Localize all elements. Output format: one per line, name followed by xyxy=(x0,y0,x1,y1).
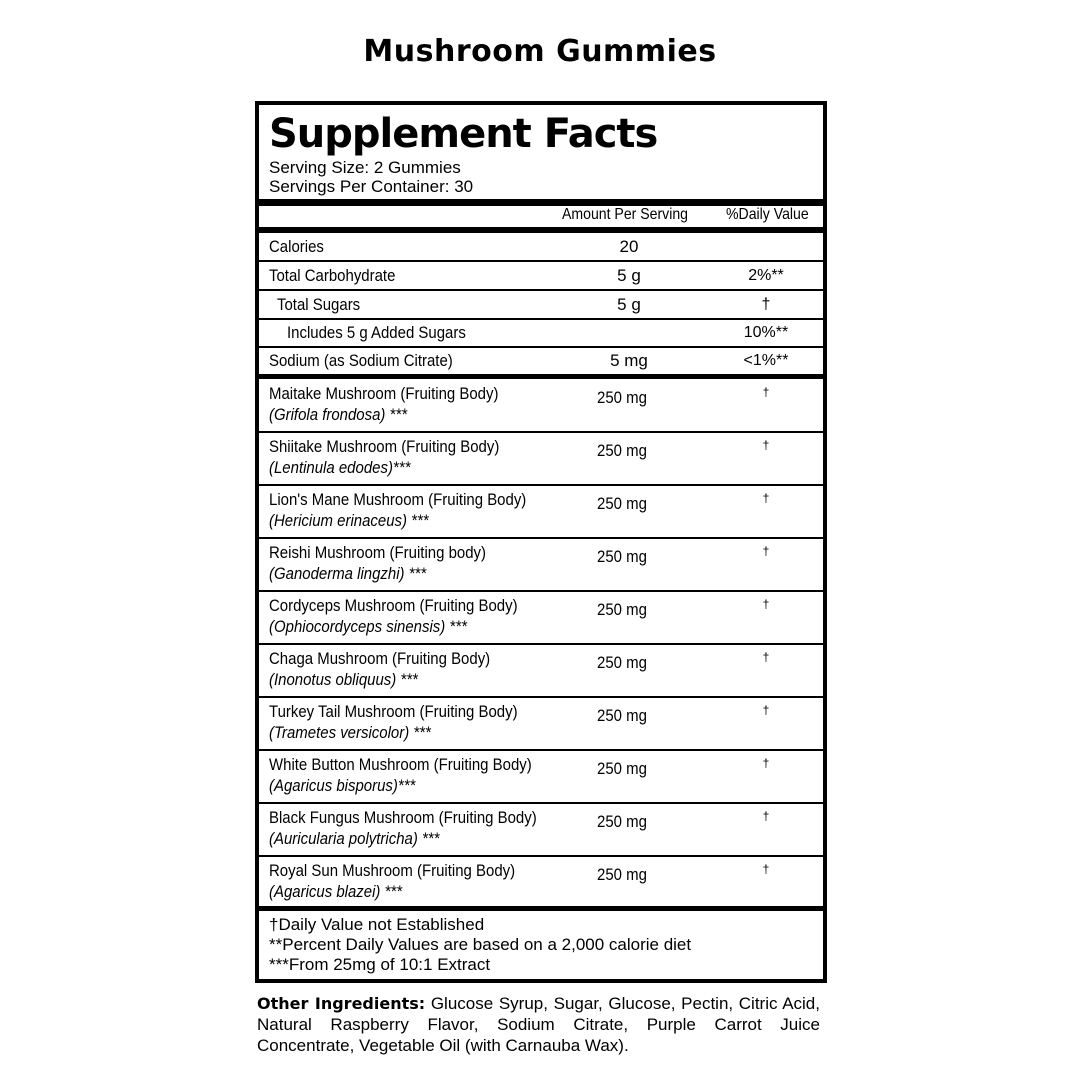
mushroom-name: White Button Mushroom (Fruiting Body) xyxy=(269,755,532,774)
footnote-percent-dv: **Percent Daily Values are based on a 2,000 calorie diet xyxy=(269,935,692,954)
mushroom-daily-value: † xyxy=(762,703,770,717)
mushroom-name: Cordyceps Mushroom (Fruiting Body) xyxy=(269,596,518,615)
column-header-daily-value: %Daily Value xyxy=(726,206,809,223)
mushroom-species: (Inonotus obliquus) *** xyxy=(269,670,418,689)
mushroom-daily-value: † xyxy=(762,385,770,399)
mushroom-name: Turkey Tail Mushroom (Fruiting Body) xyxy=(269,702,518,721)
mushroom-row xyxy=(259,750,823,803)
mushroom-species: (Lentinula edodes)*** xyxy=(269,458,411,477)
mushroom-amount: 250 mg xyxy=(597,865,647,884)
other-ingredients xyxy=(257,993,820,1056)
nutrient-amount: 5 mg xyxy=(610,351,648,370)
mushroom-amount: 250 mg xyxy=(597,706,647,725)
mushroom-species: (Grifola frondosa) *** xyxy=(269,405,408,424)
mushroom-daily-value: † xyxy=(762,438,770,452)
nutrient-amount: 5 g xyxy=(617,266,641,285)
mushroom-row xyxy=(259,485,823,538)
mushroom-row xyxy=(259,591,823,644)
nutrient-daily-value: † xyxy=(761,296,771,313)
mushroom-daily-value: † xyxy=(762,491,770,505)
mushroom-species: (Hericium erinaceus) *** xyxy=(269,511,429,530)
mushroom-amount: 250 mg xyxy=(597,547,647,566)
mushroom-name: Black Fungus Mushroom (Fruiting Body) xyxy=(269,808,537,827)
mushroom-row xyxy=(259,644,823,697)
mushroom-amount: 250 mg xyxy=(597,441,647,460)
servings-per-container: Servings Per Container: 30 xyxy=(269,177,474,196)
mushroom-daily-value: † xyxy=(762,756,770,770)
mushroom-amount: 250 mg xyxy=(597,494,647,513)
nutrient-name: Sodium (as Sodium Citrate) xyxy=(269,351,453,370)
mushroom-row xyxy=(259,697,823,750)
mushroom-row xyxy=(259,803,823,856)
other-ingredients-label: Other Ingredients: xyxy=(257,994,426,1013)
nutrient-amount: 5 g xyxy=(617,295,641,314)
mushroom-species: (Trametes versicolor) *** xyxy=(269,723,431,742)
serving-size: Serving Size: 2 Gummies xyxy=(269,158,461,177)
mushroom-name: Reishi Mushroom (Fruiting body) xyxy=(269,543,487,562)
mushroom-species: (Auricularia polytricha) *** xyxy=(269,829,440,848)
mushroom-name: Chaga Mushroom (Fruiting Body) xyxy=(269,649,491,668)
mushroom-name: Shiitake Mushroom (Fruiting Body) xyxy=(269,437,500,456)
mushroom-amount: 250 mg xyxy=(597,759,647,778)
nutrient-row xyxy=(259,319,823,347)
mushroom-row xyxy=(259,538,823,591)
mushroom-amount: 250 mg xyxy=(597,812,647,831)
mushroom-name: Royal Sun Mushroom (Fruiting Body) xyxy=(269,861,516,880)
nutrient-row xyxy=(259,347,823,375)
nutrient-daily-value: <1%** xyxy=(743,352,789,369)
nutrient-name: Total Carbohydrate xyxy=(269,266,396,285)
nutrient-daily-value: 2%** xyxy=(748,267,784,284)
other-ingredients-text: Glucose Syrup, Sugar, Glucose, Pectin, Citric Acid, Natural Raspberry Flavor, Sodium Citrate, Purple Carrot Juice Concentrate, Vegetable Oil (with Carnauba Wax). xyxy=(257,994,820,1055)
thick-divider xyxy=(259,906,823,911)
column-header-amount: Amount Per Serving xyxy=(562,206,689,223)
mushroom-amount: 250 mg xyxy=(597,653,647,672)
mushroom-species: (Agaricus bisporus)*** xyxy=(269,776,416,795)
mushroom-species: (Agaricus blazei) *** xyxy=(269,882,403,901)
mushroom-daily-value: † xyxy=(762,650,770,664)
mushroom-row xyxy=(259,856,823,909)
mushroom-name: Maitake Mushroom (Fruiting Body) xyxy=(269,384,499,403)
nutrient-name: Total Sugars xyxy=(277,295,361,314)
mushroom-species: (Ganoderma lingzhi) *** xyxy=(269,564,427,583)
nutrient-row xyxy=(259,233,823,261)
mushroom-amount: 250 mg xyxy=(597,600,647,619)
nutrient-daily-value: 10%** xyxy=(743,324,789,341)
mushroom-row xyxy=(259,379,823,432)
mushroom-species: (Ophiocordyceps sinensis) *** xyxy=(269,617,467,636)
mushroom-name: Lion's Mane Mushroom (Fruiting Body) xyxy=(269,490,527,509)
nutrient-row xyxy=(259,262,823,290)
nutrient-name: Calories xyxy=(269,237,324,256)
supplement-facts-title: Supplement Facts xyxy=(269,111,658,157)
mushroom-daily-value: † xyxy=(762,597,770,611)
product-title: Mushroom Gummies xyxy=(363,34,717,69)
mushroom-daily-value: † xyxy=(762,809,770,823)
mushroom-daily-value: † xyxy=(762,862,770,876)
supplement-facts-panel xyxy=(255,101,827,983)
nutrient-name: Includes 5 g Added Sugars xyxy=(287,323,466,342)
mushroom-amount: 250 mg xyxy=(597,388,647,407)
footnote-dagger: †Daily Value not Established xyxy=(269,915,485,934)
mushroom-daily-value: † xyxy=(762,544,770,558)
footnote-extract: ***From 25mg of 10:1 Extract xyxy=(269,955,491,974)
mushroom-row xyxy=(259,432,823,485)
nutrient-row xyxy=(259,291,823,319)
nutrient-amount: 20 xyxy=(619,237,639,256)
